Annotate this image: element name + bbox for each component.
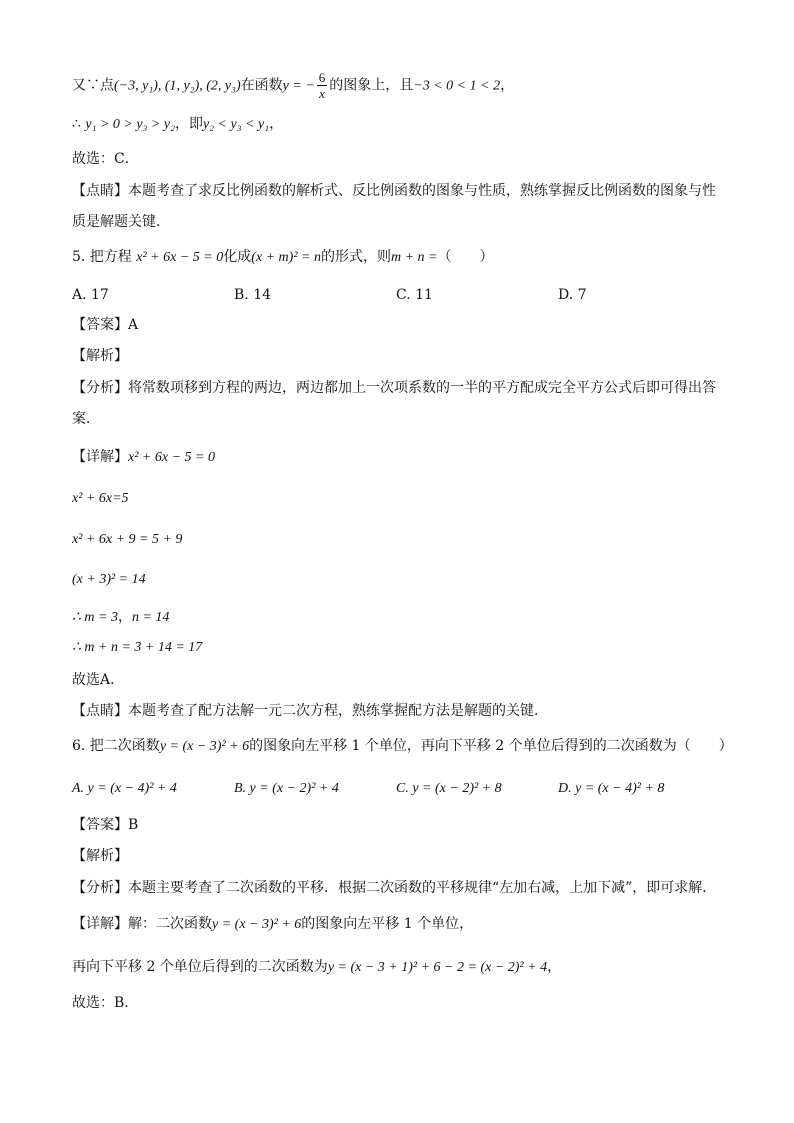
answer-label: 【答案】A	[72, 317, 139, 333]
answer-blank: （ ）	[437, 249, 494, 265]
option-a: A. 17	[72, 287, 109, 303]
math-step	[72, 607, 169, 628]
text: 的形式，则	[320, 249, 391, 265]
analysis-text: 【分析】本题主要考查了二次函数的平移．根据二次函数的平移规律“左加右减，上加下减”，即可求解．	[72, 880, 717, 896]
math-result: y = (x − 3 + 1)² + 6 − 2 = (x − 2)² + 4	[327, 960, 548, 975]
text: ，即	[174, 116, 203, 132]
math-points: (−3, y₁), (1, y₂), (2, y₃)	[114, 78, 241, 94]
option-b: B. 14	[234, 287, 272, 303]
math-function-lhs: y = −	[282, 78, 315, 94]
math-step: x² + 6x + 9 = 5 + 9	[72, 532, 183, 547]
solution-line-order	[72, 114, 283, 135]
option-c: C. 11	[396, 287, 433, 303]
analysis-text: 【分析】将常数项移到方程的两边，两边都加上一次项系数的一半的平方配成完全平方公式后即可得出答	[72, 380, 716, 396]
detail-label: 【详解】解：二次函数	[72, 916, 212, 932]
comment-line: 【点睛】本题考查了配方法解一元二次方程，熟练掌握配方法是解题的关键．	[72, 703, 548, 719]
text: 又∵点	[72, 77, 114, 94]
text: ，	[117, 609, 132, 625]
math-inequality: y₁ > 0 > y₃ > y₂	[85, 117, 175, 132]
math-step: ∴ m + n = 3 + 14 = 17	[72, 640, 203, 655]
text: 的图象上，且	[329, 77, 414, 94]
option-d: D. y = (x − 4)² + 8	[558, 781, 665, 796]
text: 的图象向左平移 1 个单位，	[301, 916, 474, 932]
comment-line: 质是解题关键．	[72, 214, 170, 230]
option-c: C. y = (x − 2)² + 8	[396, 781, 502, 796]
detail-line	[72, 447, 215, 468]
choice-line: 故选A．	[72, 672, 125, 688]
text: 的图象向左平移 1 个单位，再向下平移 2 个单位后得到的二次函数为（ ）	[249, 738, 733, 754]
math-step: x² + 6x=5	[72, 491, 129, 506]
fraction	[317, 70, 328, 101]
text: 化成	[223, 249, 252, 265]
choice-line: 故选：C．	[72, 151, 139, 167]
math-value: n = 14	[131, 610, 170, 625]
question-number: 5. 把方程	[72, 249, 132, 265]
analysis-text: 案．	[72, 411, 100, 427]
analysis-label: 【解析】	[72, 848, 128, 864]
question-6	[72, 736, 733, 757]
choice-line: 故选：B．	[72, 995, 139, 1011]
math-step: x² + 6x − 5 = 0	[128, 450, 215, 465]
math-value: ∴ m = 3	[72, 610, 118, 625]
text: ，	[269, 116, 284, 132]
math-function: y = (x − 3)² + 6	[159, 739, 250, 754]
detail-line	[72, 914, 473, 935]
answer-label: 【答案】B	[72, 817, 139, 833]
math-equation: x² + 6x − 5 = 0	[136, 250, 224, 265]
math-inequality: y₂ < y₃ < y₁	[202, 117, 270, 132]
question-number: 6. 把二次函数	[72, 738, 160, 754]
solution-line-points	[72, 70, 514, 101]
math-inequality: −3 < 0 < 1 < 2	[413, 78, 501, 94]
detail-line	[72, 957, 561, 978]
option-b: B. y = (x − 2)² + 4	[234, 781, 339, 796]
option-a: A. y = (x − 4)² + 4	[72, 781, 177, 796]
fraction-numerator: 6	[318, 70, 326, 85]
analysis-label: 【解析】	[72, 348, 128, 364]
fraction-denominator: x	[319, 86, 325, 101]
math-form: (x + m)² = n	[251, 250, 321, 265]
text: 在函数	[240, 77, 283, 94]
text: 再向下平移 2 个单位后得到的二次函数为	[72, 959, 328, 975]
therefore-symbol: ∴	[72, 116, 81, 132]
text: ，	[547, 959, 562, 975]
detail-label: 【详解】	[72, 449, 128, 465]
text: ，	[500, 77, 515, 94]
question-5	[72, 247, 494, 268]
math-step: (x + 3)² = 14	[72, 572, 146, 587]
math-function: y = (x − 3)² + 6	[212, 917, 302, 932]
option-d: D. 7	[558, 287, 587, 303]
math-ask: m + n =	[390, 250, 438, 265]
comment-line: 【点睛】本题考查了求反比例函数的解析式、反比例函数的图象与性质，熟练掌握反比例函数的图象与性	[72, 183, 716, 199]
